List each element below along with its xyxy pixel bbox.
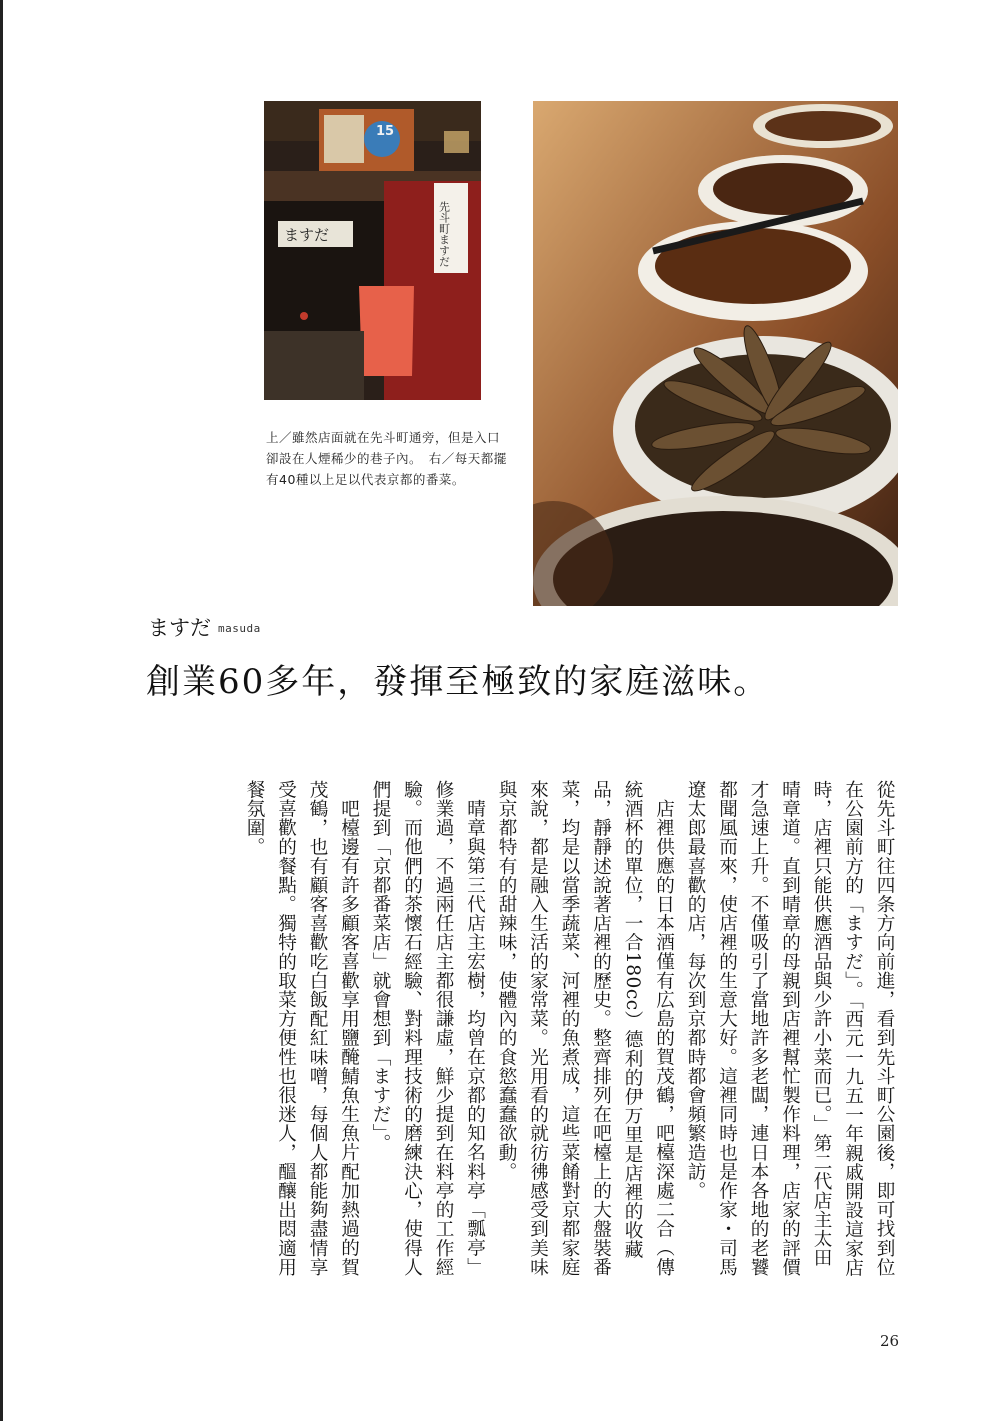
shop-name: ますだ [148,616,211,640]
body-paragraph-1: 從先斗町往四条方向前進，看到先斗町公園後，即可找到位在公園前方的「ますだ」。「西元一九五一年親戚開設這家店時，店裡只能供應酒品與少許小菜而已。」第二代店主太田晴章道。直到晴章的母親到店裡幫忙製作料理，店家的評價才急速上升。不僅吸引了當地許多老闆，連日本各地的老饕都聞風而來，使店裡的生意大好。這裡同時也是作家・司馬遼太郎最喜歡的店，每次到京都時都會頻繁造訪。 [685,780,895,1278]
shop-sign-text: ますだ [284,226,330,244]
photo-caption: 上／雖然店面就在先斗町通旁，但是入口卻設在人煙稀少的巷子內。 右／每天都擺有40種以上足以代表京都的番菜。 [266,430,507,487]
sign-number: 15 [376,124,395,139]
body-paragraph-2: 店裡供應的日本酒僅有広島的賀茂鶴，吧檯深處二合（傳統酒杯的單位，一合180cc）德利的伊万里是店裡的收藏品，靜靜述說著店裡的歷史。整齊排列在吧檯上的大盤裝番菜，均是以當季蔬菜、河裡的魚煮成，這些菜餚對京都家庭來說，都是融入生活的家常菜。光用看的就彷彿感受到美味與京都特有的甜辣味，使體內的食慾蠢蠢欲動。 [496,780,675,1277]
banzai-bowls-photo [533,101,898,606]
article-headline: 創業60多年，發揮至極致的家庭滋味。 [146,662,770,702]
vertical-sign-text: 先斗町ますだ [437,201,451,267]
article-body [239,780,901,1280]
body-paragraph-3: 晴章與第三代店主宏樹，均曾在京都的知名料亭「瓢亭」修業過，不過兩任店主都很謙虛，鮮少提到在料亭的工作經驗。而他們的茶懷石經驗、對料理技術的磨練決心，使得人們提到「京都番菜店」就會想到「ますだ」。 [370,780,486,1277]
left-page-rule [0,0,3,1421]
page-number: 26 [880,1332,900,1350]
alley-shopfront-photo [264,101,481,400]
body-paragraph-4: 吧檯邊有許多顧客喜歡享用鹽醃鯖魚生魚片配加熱過的賀茂鶴，也有顧客喜歡吃白飯配紅味噌，每個人都能夠盡情享受喜歡的餐點。獨特的取菜方便性也很迷人，醞釀出悶適用餐氛圍。 [244,780,360,1277]
shop-name-romanized: masuda [218,622,261,635]
